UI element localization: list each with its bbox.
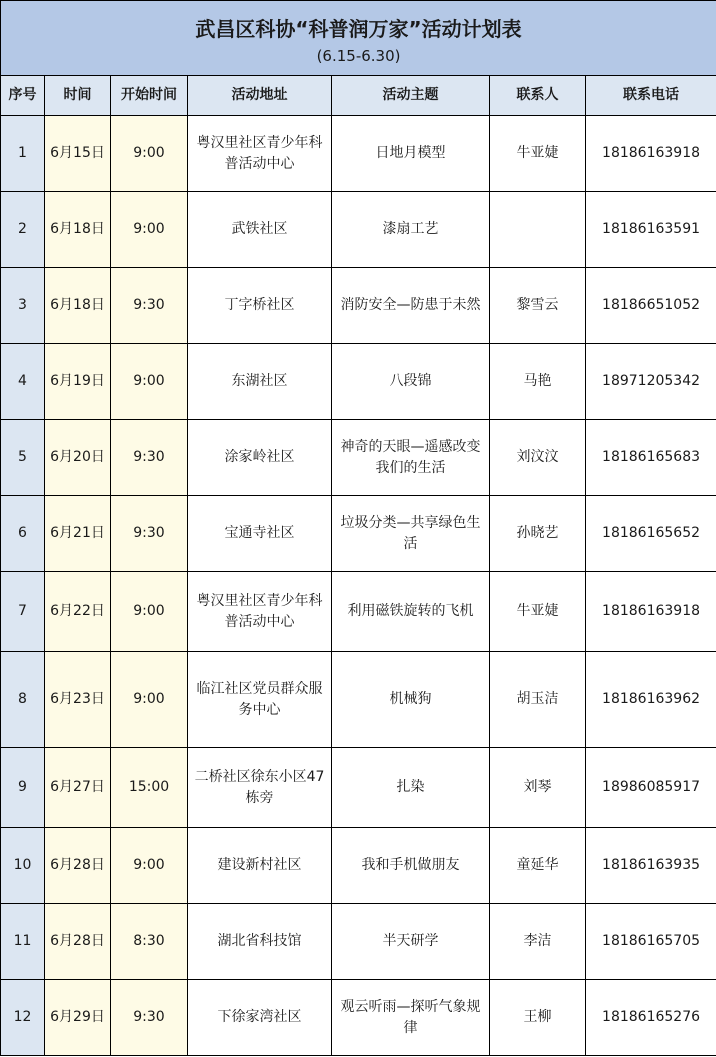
row-contact: 马艳 <box>490 344 586 420</box>
row-date: 6月20日 <box>45 420 111 496</box>
row-phone: 18186651052 <box>586 268 716 344</box>
table-row <box>1 652 716 748</box>
row-theme: 消防安全—防患于未然 <box>332 268 490 344</box>
row-phone: 18186163591 <box>586 192 716 268</box>
row-start-time: 9:00 <box>111 344 188 420</box>
header-contact: 联系人 <box>490 76 586 116</box>
row-date: 6月23日 <box>45 652 111 748</box>
table-subtitle: (6.15-6.30) <box>316 47 401 65</box>
row-phone: 18986085917 <box>586 748 716 828</box>
row-date: 6月15日 <box>45 116 111 192</box>
row-address: 武铁社区 <box>188 192 332 268</box>
row-contact: 黎雪云 <box>490 268 586 344</box>
row-address: 下徐家湾社区 <box>188 980 332 1056</box>
row-date: 6月27日 <box>45 748 111 828</box>
row-theme: 垃圾分类—共享绿色生活 <box>332 496 490 572</box>
table-row <box>1 420 716 496</box>
row-index: 8 <box>1 652 45 748</box>
row-start-time: 9:00 <box>111 192 188 268</box>
row-address: 粤汉里社区青少年科普活动中心 <box>188 572 332 652</box>
row-contact: 刘汶汶 <box>490 420 586 496</box>
table-row <box>1 828 716 904</box>
row-theme: 八段锦 <box>332 344 490 420</box>
row-start-time: 9:00 <box>111 828 188 904</box>
row-start-time: 8:30 <box>111 904 188 980</box>
row-phone: 18186165683 <box>586 420 716 496</box>
row-address: 建设新村社区 <box>188 828 332 904</box>
table-row <box>1 748 716 828</box>
row-theme: 利用磁铁旋转的飞机 <box>332 572 490 652</box>
header-row <box>1 76 716 116</box>
row-phone: 18186165705 <box>586 904 716 980</box>
row-address: 湖北省科技馆 <box>188 904 332 980</box>
table-row <box>1 904 716 980</box>
row-index: 4 <box>1 344 45 420</box>
row-theme: 日地月模型 <box>332 116 490 192</box>
header-phone: 联系电话 <box>586 76 716 116</box>
row-date: 6月19日 <box>45 344 111 420</box>
row-date: 6月29日 <box>45 980 111 1056</box>
row-date: 6月22日 <box>45 572 111 652</box>
row-start-time: 9:00 <box>111 116 188 192</box>
table-row <box>1 572 716 652</box>
row-index: 7 <box>1 572 45 652</box>
row-theme: 机械狗 <box>332 652 490 748</box>
row-start-time: 9:30 <box>111 980 188 1056</box>
row-contact: 李洁 <box>490 904 586 980</box>
row-contact: 胡玉洁 <box>490 652 586 748</box>
table-row <box>1 116 716 192</box>
row-index: 11 <box>1 904 45 980</box>
row-address: 丁字桥社区 <box>188 268 332 344</box>
table-row <box>1 268 716 344</box>
table-row <box>1 980 716 1056</box>
row-contact: 刘琴 <box>490 748 586 828</box>
row-phone: 18186165276 <box>586 980 716 1056</box>
row-phone: 18186163918 <box>586 572 716 652</box>
row-date: 6月18日 <box>45 192 111 268</box>
row-start-time: 9:00 <box>111 572 188 652</box>
table-title: 武昌区科协“科普润万家”活动计划表 <box>195 17 522 41</box>
table-body <box>1 116 716 1056</box>
row-address: 临江社区党员群众服务中心 <box>188 652 332 748</box>
row-date: 6月28日 <box>45 828 111 904</box>
row-index: 10 <box>1 828 45 904</box>
row-theme: 我和手机做朋友 <box>332 828 490 904</box>
row-contact: 牛亚婕 <box>490 572 586 652</box>
header-index: 序号 <box>1 76 45 116</box>
row-index: 3 <box>1 268 45 344</box>
row-date: 6月18日 <box>45 268 111 344</box>
row-address: 二桥社区徐东小区47栋旁 <box>188 748 332 828</box>
row-address: 涂家岭社区 <box>188 420 332 496</box>
row-theme: 半天研学 <box>332 904 490 980</box>
row-index: 9 <box>1 748 45 828</box>
header-theme: 活动主题 <box>332 76 490 116</box>
row-contact: 王柳 <box>490 980 586 1056</box>
row-theme: 观云听雨—探听气象规律 <box>332 980 490 1056</box>
row-address: 宝通寺社区 <box>188 496 332 572</box>
row-theme: 漆扇工艺 <box>332 192 490 268</box>
row-phone: 18186163918 <box>586 116 716 192</box>
row-phone: 18186163962 <box>586 652 716 748</box>
row-phone: 18971205342 <box>586 344 716 420</box>
table-row <box>1 344 716 420</box>
row-phone: 18186163935 <box>586 828 716 904</box>
row-contact: 童延华 <box>490 828 586 904</box>
table-title-cell <box>1 1 716 76</box>
row-contact <box>490 192 586 268</box>
row-theme: 神奇的天眼—遥感改变我们的生活 <box>332 420 490 496</box>
row-index: 12 <box>1 980 45 1056</box>
row-start-time: 9:30 <box>111 268 188 344</box>
row-phone: 18186165652 <box>586 496 716 572</box>
row-start-time: 15:00 <box>111 748 188 828</box>
row-start-time: 9:00 <box>111 652 188 748</box>
table-row <box>1 192 716 268</box>
row-index: 6 <box>1 496 45 572</box>
row-theme: 扎染 <box>332 748 490 828</box>
header-date: 时间 <box>45 76 111 116</box>
row-start-time: 9:30 <box>111 420 188 496</box>
row-address: 东湖社区 <box>188 344 332 420</box>
header-start-time: 开始时间 <box>111 76 188 116</box>
header-address: 活动地址 <box>188 76 332 116</box>
row-index: 5 <box>1 420 45 496</box>
row-date: 6月21日 <box>45 496 111 572</box>
row-start-time: 9:30 <box>111 496 188 572</box>
row-index: 1 <box>1 116 45 192</box>
row-contact: 孙晓艺 <box>490 496 586 572</box>
row-index: 2 <box>1 192 45 268</box>
table-row <box>1 496 716 572</box>
row-date: 6月28日 <box>45 904 111 980</box>
row-address: 粤汉里社区青少年科普活动中心 <box>188 116 332 192</box>
row-contact: 牛亚婕 <box>490 116 586 192</box>
